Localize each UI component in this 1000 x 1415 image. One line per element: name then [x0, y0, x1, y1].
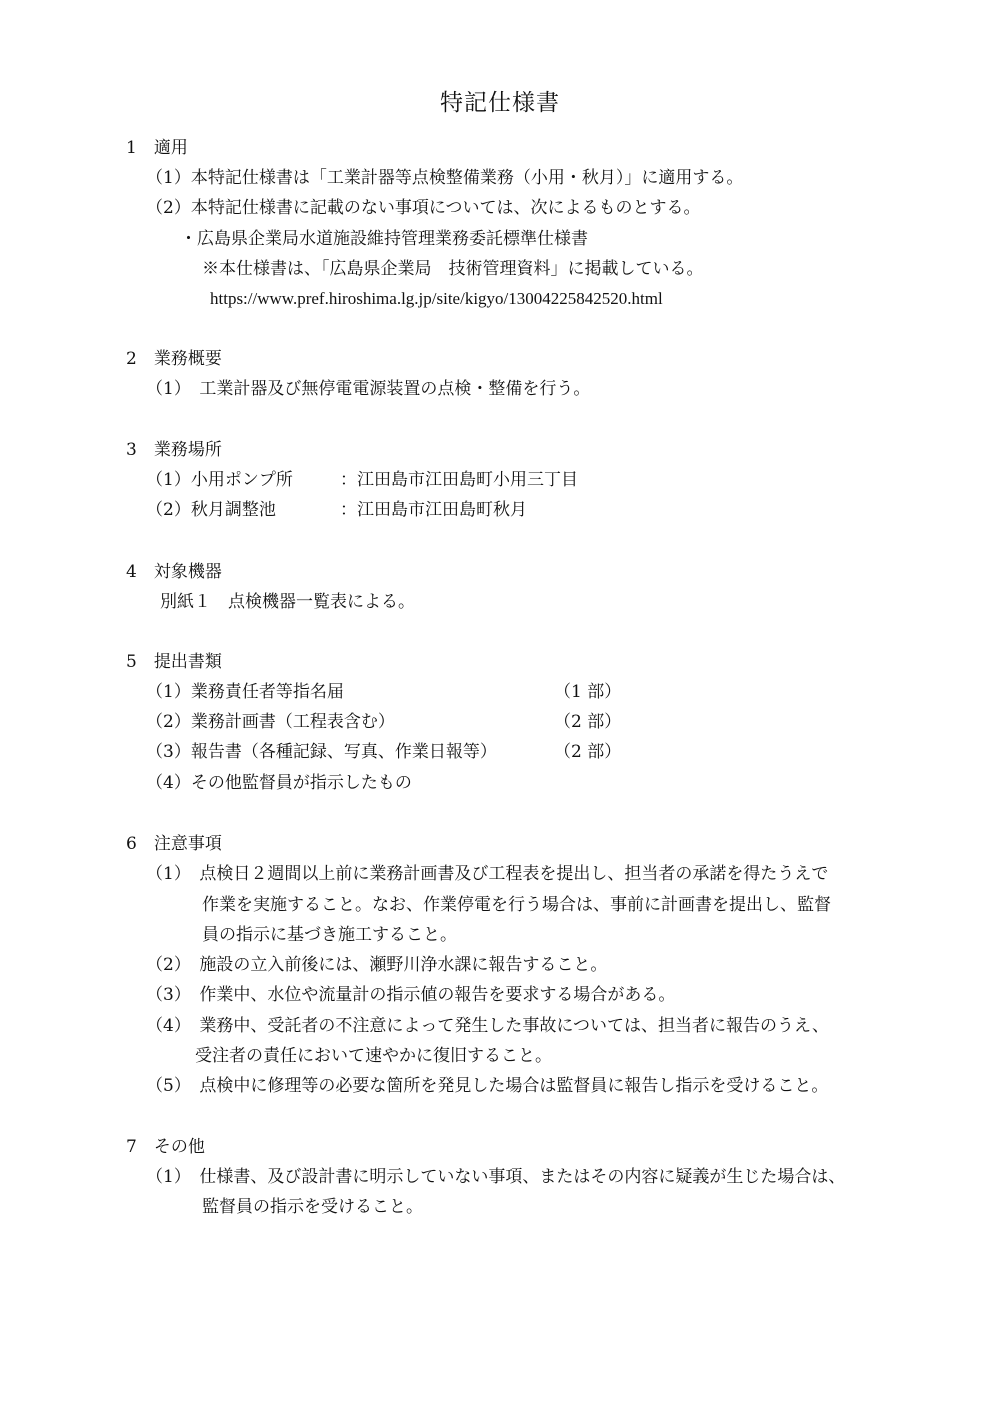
- section-3-heading: 3 業務場所: [126, 440, 222, 460]
- section-6-item-2: （2） 施設の立入前後には、瀬野川浄水課に報告すること。: [146, 955, 608, 975]
- section-6-item-5: （5） 点検中に修理等の必要な箇所を発見した場合は監督員に報告し指示を受けること。: [146, 1076, 829, 1096]
- section-3-item-1-label: （1）小用ポンプ所: [146, 470, 293, 490]
- submission-item-label: （3）報告書（各種記録、写真、作業日報等）: [146, 742, 497, 762]
- submission-item-copies: （1 部）: [554, 682, 622, 702]
- section-2-item-1: （1） 工業計器及び無停電電源装置の点検・整備を行う。: [146, 379, 591, 399]
- section-1-item-2: （2）本特記仕様書に記載のない事項については、次によるものとする。: [146, 198, 701, 218]
- section-3-item-2-label: （2）秋月調整池: [146, 500, 276, 520]
- submission-item-label: （4）その他監督員が指示したもの: [146, 773, 412, 793]
- section-3-item-2-value: ：江田島市江田島町秋月: [340, 500, 527, 520]
- spec-url-link[interactable]: https://www.pref.hiroshima.lg.jp/site/kigyo/13004225842520.html: [210, 289, 663, 308]
- section-6-item-1-line-3: 員の指示に基づき施工すること。: [202, 925, 457, 945]
- section-1-item-1: （1）本特記仕様書は「工業計器等点検整備業務（小用・秋月）」に適用する。: [146, 168, 744, 188]
- section-3-item-1-value: ：江田島市江田島町小用三丁目: [340, 470, 578, 490]
- page-title: 特記仕様書: [440, 90, 560, 116]
- section-6-heading: 6 注意事項: [126, 834, 222, 854]
- section-2-heading: 2 業務概要: [126, 349, 222, 369]
- section-6-item-1-line-1: （1） 点検日２週間以上前に業務計画書及び工程表を提出し、担当者の承諾を得たうえで: [146, 864, 829, 884]
- section-1-heading: 1 適用: [126, 138, 188, 158]
- submission-item-copies: （2 部）: [554, 712, 622, 732]
- section-6-item-3: （3） 作業中、水位や流量計の指示値の報告を要求する場合がある。: [146, 985, 676, 1005]
- section-6-item-4-line-1: （4） 業務中、受託者の不注意によって発生した事故については、担当者に報告のうえ、: [146, 1016, 829, 1036]
- section-6-item-1-line-2: 作業を実施すること。なお、作業停電を行う場合は、事前に計画書を提出し、監督: [202, 895, 831, 915]
- section-5-heading: 5 提出書類: [126, 652, 222, 672]
- section-4-text: 別紙１ 点検機器一覧表による。: [160, 592, 415, 612]
- section-1-bullet: ・広島県企業局水道施設維持管理業務委託標準仕様書: [180, 229, 588, 249]
- submission-item-label: （1）業務責任者等指名届: [146, 682, 344, 702]
- section-1-note: ※本仕様書は、「広島県企業局 技術管理資料」に掲載している。: [202, 259, 704, 279]
- section-7-item-1-line-2: 監督員の指示を受けること。: [202, 1197, 423, 1217]
- submission-item-copies: （2 部）: [554, 742, 622, 762]
- section-4-heading: 4 対象機器: [126, 562, 222, 582]
- section-7-item-1-line-1: （1） 仕様書、及び設計書に明示していない事項、またはその内容に疑義が生じた場合は、: [146, 1167, 846, 1187]
- submission-item-label: （2）業務計画書（工程表含む）: [146, 712, 395, 732]
- section-7-heading: 7 その他: [126, 1137, 205, 1157]
- section-6-item-4-line-2: 受注者の責任において速やかに復旧すること。: [195, 1046, 552, 1066]
